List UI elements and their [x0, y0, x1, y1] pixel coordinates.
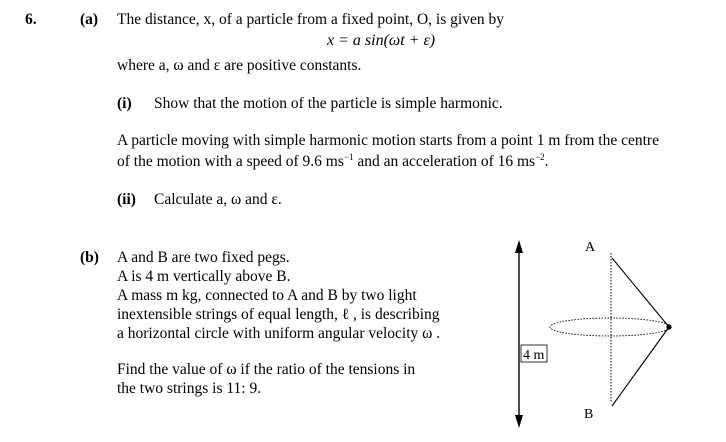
part-a-ii-text: Calculate a, ω and ε.: [154, 191, 282, 208]
string-upper: [612, 258, 669, 327]
part-a-intro: The distance, x, of a particle from a fixed point, O, is given by: [117, 11, 504, 28]
equation: x = a sin(ωt + ε): [327, 32, 436, 49]
part-a-label: (a): [80, 11, 99, 28]
part-b-line-1: A and B are two fixed pegs.: [117, 249, 290, 266]
arrow-down-head: [515, 415, 523, 428]
part-b-label: (b): [80, 249, 99, 266]
part-b-line-3: A mass m kg, connected to A and B by two light: [117, 287, 417, 304]
arrow-up-head: [515, 240, 523, 253]
part-b-line-6: Find the value of ω if the ratio of the tensions in: [117, 361, 416, 378]
context-line-2: of the motion with a speed of 9.6 $ms^{-1}$ and an acceleration of 16 $ms^{-2}$.: [117, 152, 549, 170]
part-a-i-text: Show that the motion of the particle is simple harmonic.: [154, 95, 503, 112]
speed-exponent: −1: [343, 152, 354, 162]
part-b-line-5: a horizontal circle with uniform angular velocity ω .: [117, 325, 441, 342]
peg-a-label: A: [585, 240, 596, 255]
mass: [666, 324, 671, 329]
question-number: 6.: [25, 11, 37, 28]
string-lower: [612, 327, 669, 406]
part-a-ii-label: (ii): [117, 191, 136, 208]
horizontal-circle: [550, 318, 670, 336]
context-line-1: A particle moving with simple harmonic motion starts from a point 1 m from the centre: [117, 132, 659, 149]
part-a-i-label: (i): [117, 95, 132, 112]
part-a-where: where a, ω and ε are positive constants.: [117, 57, 362, 74]
part-b-line-2: A is 4 m vertically above B.: [117, 268, 291, 285]
part-b-line-4: inextensible strings of equal length, ℓ , is describing: [117, 306, 440, 323]
part-b-line-7: the two strings is 11: 9.: [117, 380, 262, 397]
distance-label: 4 m: [523, 348, 545, 363]
accel-exponent: −2: [535, 152, 545, 162]
peg-b-label: B: [584, 407, 594, 422]
